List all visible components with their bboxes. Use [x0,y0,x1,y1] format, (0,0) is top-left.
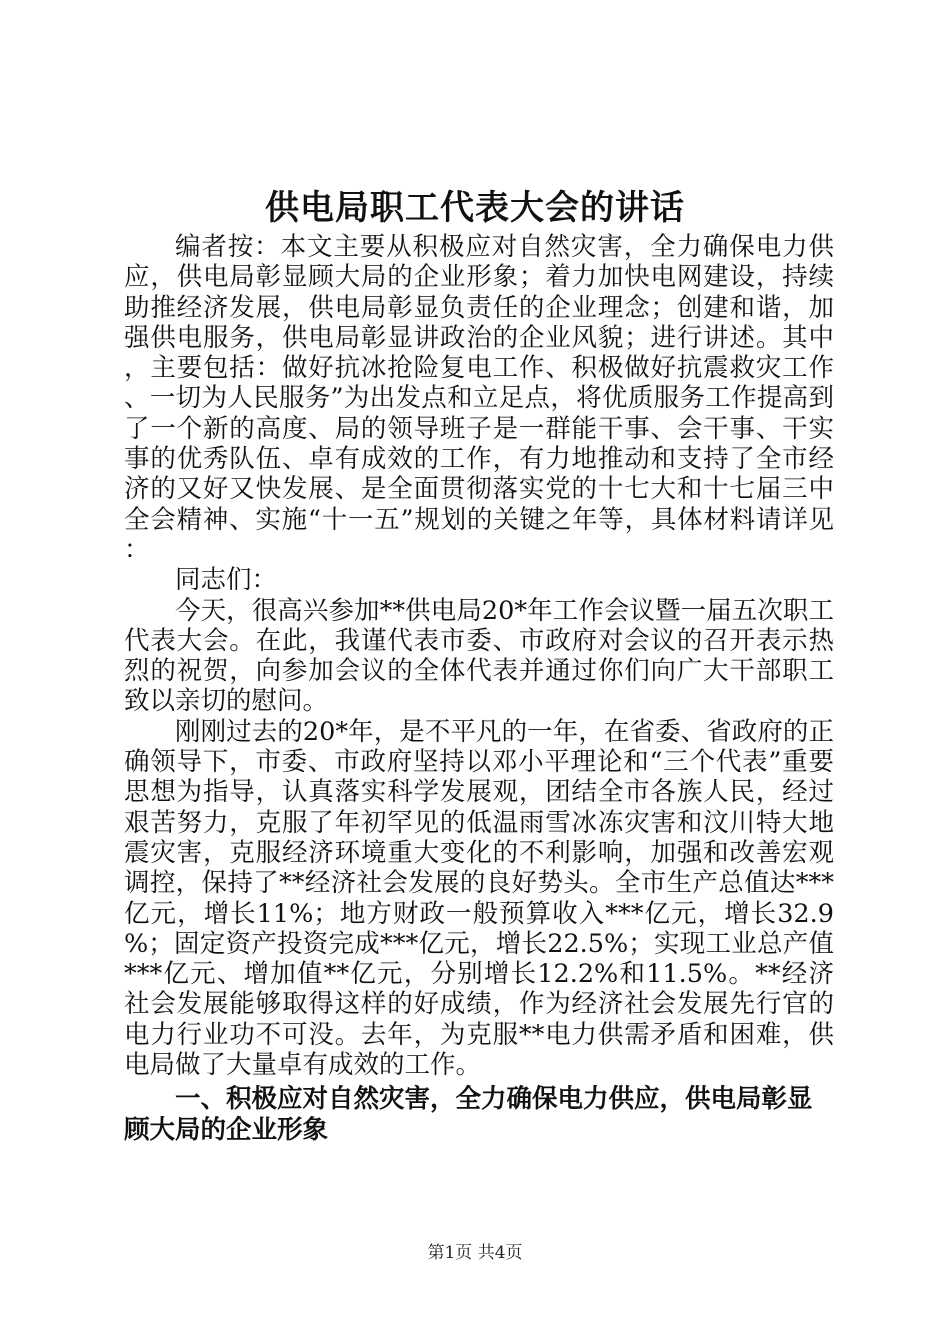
review-paragraph: 刚刚过去的20*年，是不平凡的一年，在省委、省政府的正确领导下，市委、市政府坚持以邓小平理论和“三个代表”重要思想为指导，认真落实科学发展观，团结全市各族人民，经过艰苦努力，克服了年初罕见的低温雨雪冰冻灾害和汶川特大地震灾害，克服经济环境重大变化的不利影响，加强和改善宏观调控，保持了**经济社会发展的良好势头。全市生产总值达***亿元，增长11%；地方财政一般预算收入***亿元，增长32.9%；固定资产投资完成***亿元，增长22.5%；实现工业总产值***亿元、增加值**亿元，分别增长12.2%和11.5%。**经济社会发展能够取得这样的好成绩，作为经济社会发展先行官的电力行业功不可没。去年，为克服**电力供需矛盾和困难，供电局做了大量卓有成效的工作。 [124,716,834,1081]
greeting-paragraph: 今天，很高兴参加**供电局20*年工作会议暨一届五次职工代表大会。在此，我谨代表市委、市政府对会议的召开表示热烈的祝贺，向参加会议的全体代表并通过你们向广大干部职工致以亲切的慰问。 [124,595,834,717]
document-title: 供电局职工代表大会的讲话 [265,188,685,228]
document-body [124,232,834,1145]
editor-note-paragraph: 编者按：本文主要从积极应对自然灾害，全力确保电力供应，供电局彰显顾大局的企业形象；着力加快电网建设，持续助推经济发展，供电局彰显负责任的企业理念；创建和谐，加强供电服务，供电局彰显讲政治的企业风貌；进行讲述。其中，主要包括：做好抗冰抢险复电工作、积极做好抗震救灾工作、一切为人民服务”为出发点和立足点，将优质服务工作提高到了一个新的高度、局的领导班子是一群能干事、会干事、干实事的优秀队伍、卓有成效的工作，有力地推动和支持了全市经济的又好又快发展、是全面贯彻落实党的十七大和十七届三中全会精神、实施“十一五”规划的关键之年等，具体材料请详见： [124,232,834,565]
page-number-footer: 第1页 共4页 [427,1243,523,1263]
section-heading: 一、积极应对自然灾害，全力确保电力供应，供电局彰显顾大局的企业形象 [124,1084,813,1145]
salutation-paragraph: 同志们： [175,565,278,596]
